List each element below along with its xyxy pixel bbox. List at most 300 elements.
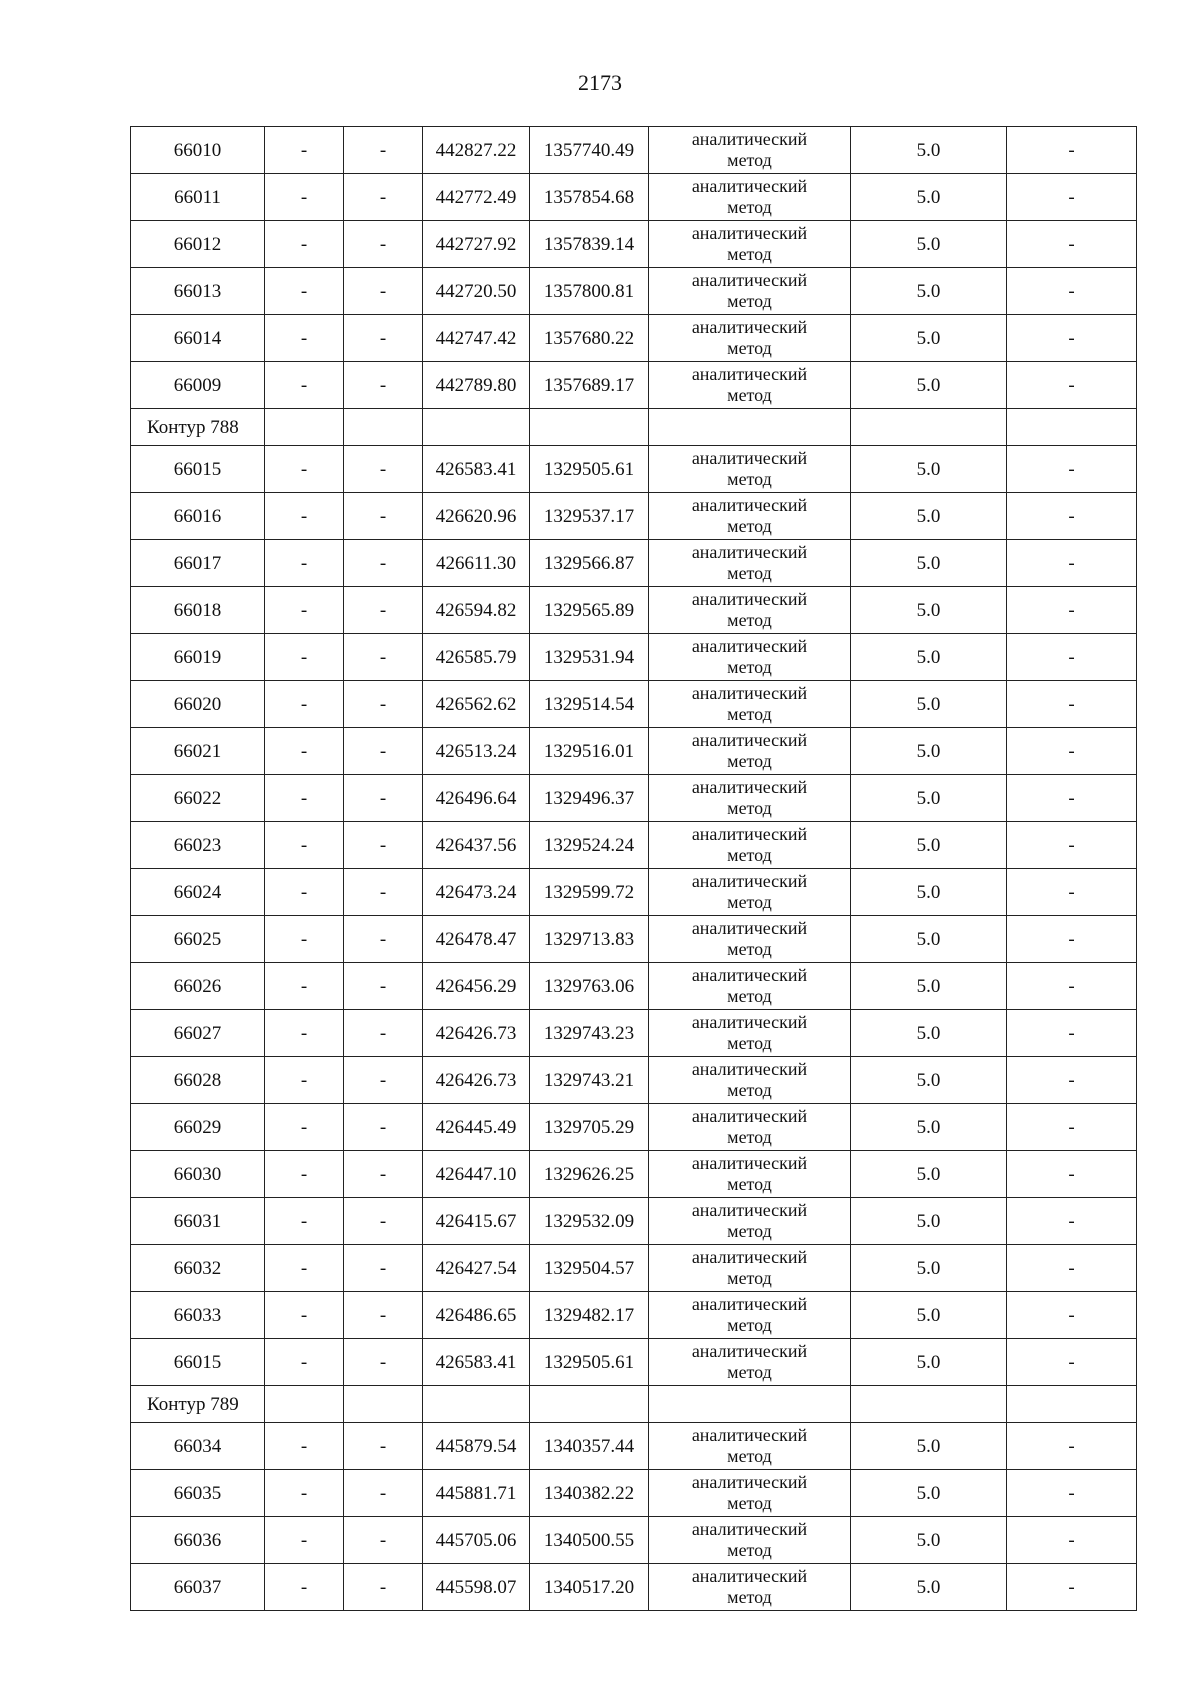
method-line-2: метод [727,657,772,677]
point-id-cell: 66025 [131,916,265,963]
last-col-cell: - [1007,362,1137,409]
x-coordinate-cell: 426427.54 [423,1245,530,1292]
method-cell [649,1245,851,1292]
precision-cell: 5.0 [851,916,1007,963]
col3-cell: - [344,174,423,221]
table-row [131,1564,1137,1611]
col3-cell: - [344,587,423,634]
precision-cell: 5.0 [851,822,1007,869]
col3-cell: - [344,493,423,540]
x-coordinate-cell: 426478.47 [423,916,530,963]
col2-cell: - [265,775,344,822]
method-line-2: метод [727,1221,772,1241]
col3-cell: - [344,127,423,174]
x-coordinate-cell: 426456.29 [423,963,530,1010]
last-col-cell: - [1007,916,1137,963]
point-id-cell: 66024 [131,869,265,916]
y-coordinate-cell: 1357800.81 [530,268,649,315]
last-col-cell: - [1007,1151,1137,1198]
col2-cell: - [265,1104,344,1151]
last-col-cell: - [1007,493,1137,540]
method-line-1: аналитический [691,1106,808,1126]
last-col-cell: - [1007,1339,1137,1386]
precision-cell: 5.0 [851,869,1007,916]
col3-cell: - [344,1564,423,1611]
method-cell [649,1010,851,1057]
method-line-2: метод [727,197,772,217]
last-col-cell: - [1007,775,1137,822]
last-col-cell: - [1007,869,1137,916]
method-line-2: метод [727,939,772,959]
x-coordinate-cell: 442720.50 [423,268,530,315]
last-col-cell: - [1007,1198,1137,1245]
last-col-cell: - [1007,1010,1137,1057]
method-line-1: аналитический [691,270,808,290]
y-coordinate-cell: 1329566.87 [530,540,649,587]
method-line-1: аналитический [691,1012,808,1032]
col2-cell: - [265,587,344,634]
last-col-cell: - [1007,1292,1137,1339]
table-row [131,268,1137,315]
method-line-1: аналитический [691,364,808,384]
table-row [131,174,1137,221]
point-id-cell: 66018 [131,587,265,634]
method-line-1: аналитический [691,317,808,337]
method-line-1: аналитический [691,871,808,891]
col2-cell: - [265,681,344,728]
precision-cell: 5.0 [851,174,1007,221]
table-row [131,540,1137,587]
x-coordinate-cell: 426447.10 [423,1151,530,1198]
precision-cell: 5.0 [851,540,1007,587]
x-coordinate-cell: 445598.07 [423,1564,530,1611]
precision-cell: 5.0 [851,1339,1007,1386]
point-id-cell: 66015 [131,446,265,493]
x-coordinate-cell: 426583.41 [423,446,530,493]
col3-cell: - [344,446,423,493]
point-id-cell: 66029 [131,1104,265,1151]
x-coordinate-cell: 426594.82 [423,587,530,634]
last-col-cell: - [1007,446,1137,493]
method-line-1: аналитический [691,129,808,149]
empty-cell [344,409,423,446]
empty-cell [530,409,649,446]
method-line-1: аналитический [691,636,808,656]
col3-cell: - [344,728,423,775]
col3-cell: - [344,1104,423,1151]
y-coordinate-cell: 1329514.54 [530,681,649,728]
y-coordinate-cell: 1357689.17 [530,362,649,409]
x-coordinate-cell: 426415.67 [423,1198,530,1245]
empty-cell [649,1386,851,1423]
point-id-cell: 66027 [131,1010,265,1057]
method-line-2: метод [727,244,772,264]
x-coordinate-cell: 426562.62 [423,681,530,728]
empty-cell [649,409,851,446]
table-row [131,446,1137,493]
precision-cell: 5.0 [851,1470,1007,1517]
page-number: 2173 [578,70,622,95]
col3-cell: - [344,315,423,362]
col2-cell: - [265,221,344,268]
point-id-cell: 66013 [131,268,265,315]
method-line-1: аналитический [691,1294,808,1314]
col3-cell: - [344,1151,423,1198]
method-line-2: метод [727,1540,772,1560]
table-row [131,1198,1137,1245]
col2-cell: - [265,1564,344,1611]
col2-cell: - [265,963,344,1010]
method-line-1: аналитический [691,448,808,468]
col3-cell: - [344,869,423,916]
method-cell [649,869,851,916]
x-coordinate-cell: 426426.73 [423,1057,530,1104]
point-id-cell: 66031 [131,1198,265,1245]
empty-cell [851,1386,1007,1423]
col3-cell: - [344,1198,423,1245]
method-line-2: метод [727,1268,772,1288]
point-id-cell: 66020 [131,681,265,728]
y-coordinate-cell: 1329565.89 [530,587,649,634]
col3-cell: - [344,822,423,869]
method-line-1: аналитический [691,777,808,797]
point-id-cell: 66021 [131,728,265,775]
table-row [131,1245,1137,1292]
last-col-cell: - [1007,221,1137,268]
point-id-cell: 66033 [131,1292,265,1339]
method-line-2: метод [727,845,772,865]
x-coordinate-cell: 442727.92 [423,221,530,268]
method-line-1: аналитический [691,824,808,844]
col2-cell: - [265,822,344,869]
last-col-cell: - [1007,587,1137,634]
method-line-2: метод [727,516,772,536]
method-line-1: аналитический [691,1425,808,1445]
precision-cell: 5.0 [851,493,1007,540]
method-line-2: метод [727,798,772,818]
method-line-2: метод [727,1033,772,1053]
method-line-1: аналитический [691,965,808,985]
table-row [131,1104,1137,1151]
col2-cell: - [265,916,344,963]
method-cell [649,540,851,587]
method-line-2: метод [727,563,772,583]
last-col-cell: - [1007,1057,1137,1104]
col2-cell: - [265,1423,344,1470]
precision-cell: 5.0 [851,268,1007,315]
last-col-cell: - [1007,315,1137,362]
col2-cell: - [265,540,344,587]
method-line-2: метод [727,610,772,630]
col2-cell: - [265,728,344,775]
precision-cell: 5.0 [851,963,1007,1010]
table-body [131,127,1137,1611]
method-line-2: метод [727,469,772,489]
x-coordinate-cell: 442789.80 [423,362,530,409]
point-id-cell: 66026 [131,963,265,1010]
method-line-2: метод [727,986,772,1006]
x-coordinate-cell: 426445.49 [423,1104,530,1151]
method-cell [649,446,851,493]
point-id-cell: 66037 [131,1564,265,1611]
col3-cell: - [344,1339,423,1386]
x-coordinate-cell: 426496.64 [423,775,530,822]
point-id-cell: 66022 [131,775,265,822]
table-row [131,634,1137,681]
col2-cell: - [265,1292,344,1339]
last-col-cell: - [1007,681,1137,728]
precision-cell: 5.0 [851,1104,1007,1151]
table-row [131,963,1137,1010]
precision-cell: 5.0 [851,728,1007,775]
col2-cell: - [265,1057,344,1104]
table-row [131,1292,1137,1339]
col3-cell: - [344,362,423,409]
precision-cell: 5.0 [851,634,1007,681]
method-line-1: аналитический [691,683,808,703]
table-row [131,362,1137,409]
method-line-2: метод [727,1587,772,1607]
table-row [131,681,1137,728]
col2-cell: - [265,1470,344,1517]
col3-cell: - [344,1470,423,1517]
col3-cell: - [344,963,423,1010]
point-id-cell: 66019 [131,634,265,681]
table-row [131,1151,1137,1198]
y-coordinate-cell: 1329532.09 [530,1198,649,1245]
method-line-1: аналитический [691,1200,808,1220]
method-cell [649,1339,851,1386]
y-coordinate-cell: 1329763.06 [530,963,649,1010]
col2-cell: - [265,634,344,681]
method-line-1: аналитический [691,918,808,938]
y-coordinate-cell: 1340517.20 [530,1564,649,1611]
empty-cell [1007,1386,1137,1423]
precision-cell: 5.0 [851,221,1007,268]
col2-cell: - [265,1198,344,1245]
method-line-2: метод [727,751,772,771]
col2-cell: - [265,1010,344,1057]
method-line-2: метод [727,1362,772,1382]
method-cell [649,1198,851,1245]
x-coordinate-cell: 426513.24 [423,728,530,775]
y-coordinate-cell: 1357839.14 [530,221,649,268]
precision-cell: 5.0 [851,1010,1007,1057]
last-col-cell: - [1007,1245,1137,1292]
x-coordinate-cell: 426426.73 [423,1010,530,1057]
precision-cell: 5.0 [851,1292,1007,1339]
last-col-cell: - [1007,127,1137,174]
col3-cell: - [344,1423,423,1470]
empty-cell [1007,409,1137,446]
table-row [131,1423,1137,1470]
x-coordinate-cell: 426437.56 [423,822,530,869]
coordinates-table [130,126,1137,1611]
col2-cell: - [265,1517,344,1564]
col2-cell: - [265,1151,344,1198]
method-line-2: метод [727,1127,772,1147]
method-cell [649,315,851,362]
method-cell [649,127,851,174]
table-row [131,916,1137,963]
last-col-cell: - [1007,822,1137,869]
x-coordinate-cell: 426473.24 [423,869,530,916]
method-cell [649,1517,851,1564]
empty-cell [530,1386,649,1423]
method-cell [649,1564,851,1611]
point-id-cell: 66028 [131,1057,265,1104]
method-cell [649,1104,851,1151]
precision-cell: 5.0 [851,127,1007,174]
precision-cell: 5.0 [851,1151,1007,1198]
contour-header-row [131,1386,1137,1423]
empty-cell [423,409,530,446]
contour-header-row [131,409,1137,446]
col3-cell: - [344,916,423,963]
method-cell [649,1470,851,1517]
method-cell [649,174,851,221]
table-row [131,221,1137,268]
method-line-1: аналитический [691,223,808,243]
col2-cell: - [265,446,344,493]
x-coordinate-cell: 426486.65 [423,1292,530,1339]
x-coordinate-cell: 426583.41 [423,1339,530,1386]
point-id-cell: 66011 [131,174,265,221]
table-row [131,1339,1137,1386]
empty-cell [265,1386,344,1423]
method-cell [649,268,851,315]
table-row [131,1010,1137,1057]
col2-cell: - [265,174,344,221]
method-cell [649,681,851,728]
last-col-cell: - [1007,1423,1137,1470]
table-row [131,127,1137,174]
y-coordinate-cell: 1329504.57 [530,1245,649,1292]
col2-cell: - [265,315,344,362]
y-coordinate-cell: 1329496.37 [530,775,649,822]
precision-cell: 5.0 [851,446,1007,493]
y-coordinate-cell: 1329743.23 [530,1010,649,1057]
y-coordinate-cell: 1329531.94 [530,634,649,681]
last-col-cell: - [1007,1470,1137,1517]
table-row [131,775,1137,822]
method-line-1: аналитический [691,1153,808,1173]
col2-cell: - [265,268,344,315]
point-id-cell: 66010 [131,127,265,174]
point-id-cell: 66034 [131,1423,265,1470]
y-coordinate-cell: 1329743.21 [530,1057,649,1104]
precision-cell: 5.0 [851,775,1007,822]
last-col-cell: - [1007,728,1137,775]
method-line-1: аналитический [691,1341,808,1361]
method-line-2: метод [727,1493,772,1513]
empty-cell [851,409,1007,446]
method-cell [649,1423,851,1470]
last-col-cell: - [1007,963,1137,1010]
y-coordinate-cell: 1340382.22 [530,1470,649,1517]
col2-cell: - [265,362,344,409]
empty-cell [423,1386,530,1423]
point-id-cell: 66023 [131,822,265,869]
method-cell [649,587,851,634]
y-coordinate-cell: 1329505.61 [530,1339,649,1386]
col3-cell: - [344,1057,423,1104]
col3-cell: - [344,634,423,681]
col3-cell: - [344,540,423,587]
y-coordinate-cell: 1357740.49 [530,127,649,174]
point-id-cell: 66015 [131,1339,265,1386]
last-col-cell: - [1007,634,1137,681]
method-line-1: аналитический [691,730,808,750]
method-line-1: аналитический [691,495,808,515]
last-col-cell: - [1007,1104,1137,1151]
point-id-cell: 66016 [131,493,265,540]
method-cell [649,221,851,268]
method-cell [649,1292,851,1339]
col2-cell: - [265,1339,344,1386]
y-coordinate-cell: 1329537.17 [530,493,649,540]
method-cell [649,1057,851,1104]
y-coordinate-cell: 1340357.44 [530,1423,649,1470]
y-coordinate-cell: 1329516.01 [530,728,649,775]
x-coordinate-cell: 426585.79 [423,634,530,681]
method-line-2: метод [727,1315,772,1335]
y-coordinate-cell: 1329482.17 [530,1292,649,1339]
method-line-2: метод [727,338,772,358]
precision-cell: 5.0 [851,315,1007,362]
method-cell [649,728,851,775]
method-cell [649,916,851,963]
x-coordinate-cell: 426620.96 [423,493,530,540]
last-col-cell: - [1007,174,1137,221]
point-id-cell: 66009 [131,362,265,409]
point-id-cell: 66036 [131,1517,265,1564]
precision-cell: 5.0 [851,1245,1007,1292]
col3-cell: - [344,681,423,728]
method-line-1: аналитический [691,1566,808,1586]
col3-cell: - [344,775,423,822]
point-id-cell: 66012 [131,221,265,268]
precision-cell: 5.0 [851,1057,1007,1104]
method-line-1: аналитический [691,1472,808,1492]
y-coordinate-cell: 1329599.72 [530,869,649,916]
col3-cell: - [344,1010,423,1057]
y-coordinate-cell: 1357854.68 [530,174,649,221]
col3-cell: - [344,1517,423,1564]
table-row [131,728,1137,775]
method-line-2: метод [727,704,772,724]
col3-cell: - [344,1245,423,1292]
x-coordinate-cell: 442772.49 [423,174,530,221]
method-line-1: аналитический [691,1519,808,1539]
precision-cell: 5.0 [851,362,1007,409]
table-row [131,1057,1137,1104]
col2-cell: - [265,1245,344,1292]
last-col-cell: - [1007,1564,1137,1611]
x-coordinate-cell: 445705.06 [423,1517,530,1564]
precision-cell: 5.0 [851,587,1007,634]
y-coordinate-cell: 1340500.55 [530,1517,649,1564]
precision-cell: 5.0 [851,1198,1007,1245]
method-line-2: метод [727,892,772,912]
col2-cell: - [265,127,344,174]
method-line-2: метод [727,291,772,311]
point-id-cell: 66014 [131,315,265,362]
method-cell [649,775,851,822]
empty-cell [344,1386,423,1423]
point-id-cell: 66017 [131,540,265,587]
contour-label: Контур 788 [131,409,265,446]
